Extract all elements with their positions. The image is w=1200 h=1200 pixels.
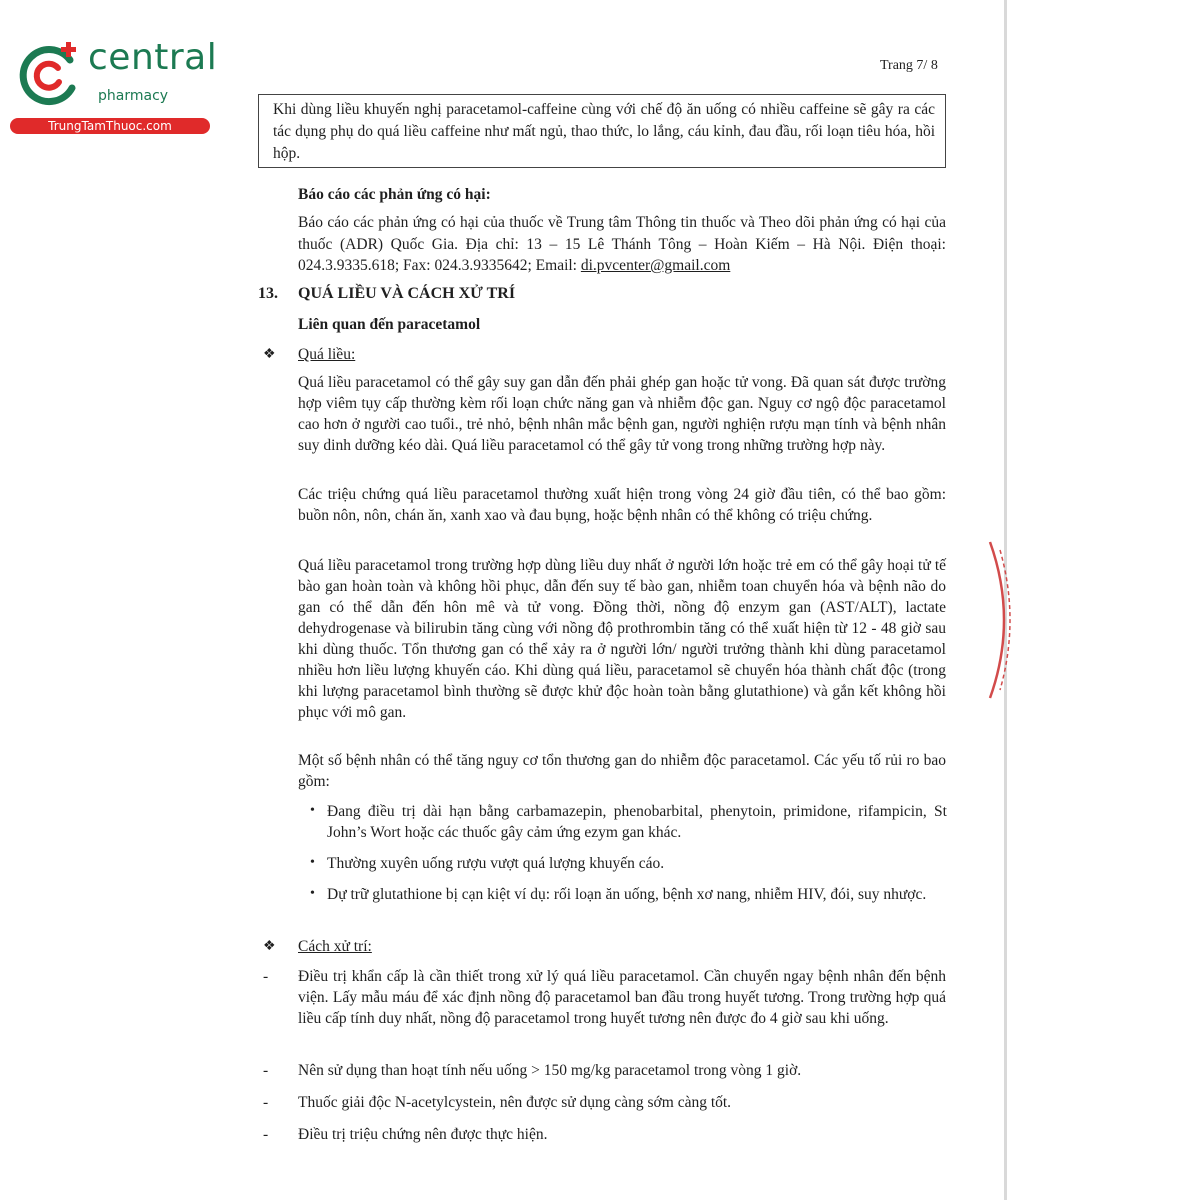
adr-heading: Báo cáo các phản ứng có hại:	[298, 186, 491, 203]
treatment-item: Điều trị khẩn cấp là cần thiết trong xử lý quá liều paracetamol. Cần chuyển ngay bệnh nhân đến bệnh viện. Lấy mẫu máu để xác định nồng độ paracetamol ban đầu trong huyết tương. Trong trường hợp quá liều cấp tính duy nhất, nồng độ paracetamol trong huyết tương nên được đo 4 giờ sau khi uống.	[298, 968, 946, 1027]
site-url[interactable]: TrungTamThuoc.com	[10, 118, 210, 134]
sub-heading: Liên quan đến paracetamol	[298, 316, 481, 333]
risk-item: Dự trữ glutathione bị cạn kiệt ví dụ: rối loạn ăn uống, bệnh xơ nang, nhiễm HIV, đói, suy nhược.	[327, 886, 927, 903]
overdose-paragraph-4: Một số bệnh nhân có thể tăng nguy cơ tổn thương gan do nhiễm độc paracetamol. Các yếu tố rủi ro bao gồm:	[298, 752, 946, 790]
caffeine-note-text: Khi dùng liều khuyến nghị paracetamol-caffeine cùng với chế độ ăn uống có nhiều caffeine sẽ gây ra các tác dụng phụ do quá liều caffeine như mất ngủ, thao thức, lo lắng, cáu kỉnh, đau đầu, rối loạn tiêu hóa, hồi hộp.	[273, 101, 935, 162]
treatment-dash: -	[263, 1062, 269, 1079]
treatment-item: Thuốc giải độc N-acetylcystein, nên được sử dụng càng sớm càng tốt.	[298, 1094, 732, 1111]
risk-item: Đang điều trị dài hạn bằng carbamazepin, phenobarbital, phenytoin, primidone, rifampicin, St John’s Wort hoặc các thuốc gây cảm ứng ezym gan khác.	[327, 803, 947, 841]
treatment-dash: -	[263, 968, 269, 985]
section-title: QUÁ LIỀU VÀ CÁCH XỬ TRÍ	[298, 285, 516, 302]
risk-bullet-dot: •	[310, 855, 315, 870]
treatment-dash: -	[263, 1126, 269, 1143]
risk-item: Thường xuyên uống rượu vượt quá lượng khuyến cáo.	[327, 855, 665, 872]
overdose-paragraph-3: Quá liều paracetamol trong trường hợp dùng liều duy nhất ở người lớn hoặc trẻ em có thể gây hoại tử tế bào gan hoàn toàn và không hồi phục, dẫn đến suy tế bào gan, nhiễm toan chuyển hóa và bệnh não do gan có thể dẫn đến hôn mê và tử vong. Đồng thời, nồng độ enzym gan (AST/ALT), lactate dehydrogenase và bilirubin tăng cùng với nồng độ prothrombin tăng có thể xuất hiện từ 12 - 48 giờ sau khi dùng thuốc. Tổn thương gan có thể xảy ra ở người lớn/ người trưởng thành khi dùng paracetamol nhiều hơn liều lượng khuyến cáo. Khi dùng quá liều, paracetamol sẽ chuyển hóa thành chất độc (trong khi lượng paracetamol bình thường sẽ được khử độc hoàn toàn bằng glutathione) và gắn kết không hồi phục với mô gan.	[298, 557, 946, 721]
treatment-item: Điều trị triệu chứng nên được thực hiện.	[298, 1126, 548, 1143]
overdose-paragraph-1: Quá liều paracetamol có thể gây suy gan dẫn đến phải ghép gan hoặc tử vong. Đã quan sát được trường hợp viêm tụy cấp thường kèm rối loạn chức năng gan và nhiễm độc gan. Nguy cơ ngộ độc paracetamol cao hơn ở người cao tuổi., trẻ nhỏ, bệnh nhân mắc bệnh gan, người nghiện rượu mạn tính và bệnh nhân suy dinh dưỡng kéo dài. Quá liều paracetamol có thể gây tử vong trong những trường hợp này.	[298, 374, 946, 454]
overdose-label: Quá liều:	[298, 346, 356, 363]
page-number: Trang 7/ 8	[880, 58, 938, 73]
treatment-bullet-icon: ❖	[263, 939, 276, 954]
brand-subtitle: pharmacy	[98, 88, 169, 104]
central-pharmacy-logo	[10, 37, 218, 138]
adr-email-link[interactable]: di.pvcenter@gmail.com	[580, 257, 731, 274]
overdose-bullet-icon: ❖	[263, 347, 276, 362]
adr-paragraph	[298, 212, 946, 277]
pharmacy-cross-icon	[10, 38, 86, 114]
section-number: 13.	[258, 285, 278, 302]
treatment-dash: -	[263, 1094, 269, 1111]
adr-text: Báo cáo các phản ứng có hại của thuốc về Trung tâm Thông tin thuốc và Theo dõi phản ứng có hại của thuốc (ADR) Quốc Gia. Địa chỉ: 13 – 15 Lê Thánh Tông – Hoàn Kiếm – Hà Nội. Điện thoại: 024.3.9335.618; Fax: 024.3.9335642; Email:	[298, 214, 946, 274]
stamp-seal-icon	[980, 540, 1020, 700]
overdose-paragraph-2: Các triệu chứng quá liều paracetamol thường xuất hiện trong vòng 24 giờ đầu tiên, có thể bao gồm: buồn nôn, nôn, chán ăn, xanh xao và đau bụng, hoặc bệnh nhân có thể không có triệu chứng.	[298, 486, 946, 524]
treatment-item: Nên sử dụng than hoạt tính nếu uống > 150 mg/kg paracetamol trong vòng 1 giờ.	[298, 1062, 802, 1079]
treatment-label: Cách xử trí:	[298, 938, 372, 955]
caffeine-note-box	[258, 94, 946, 168]
risk-bullet-dot: •	[310, 803, 315, 818]
brand-name: central	[88, 37, 218, 78]
risk-bullet-dot: •	[310, 886, 315, 901]
